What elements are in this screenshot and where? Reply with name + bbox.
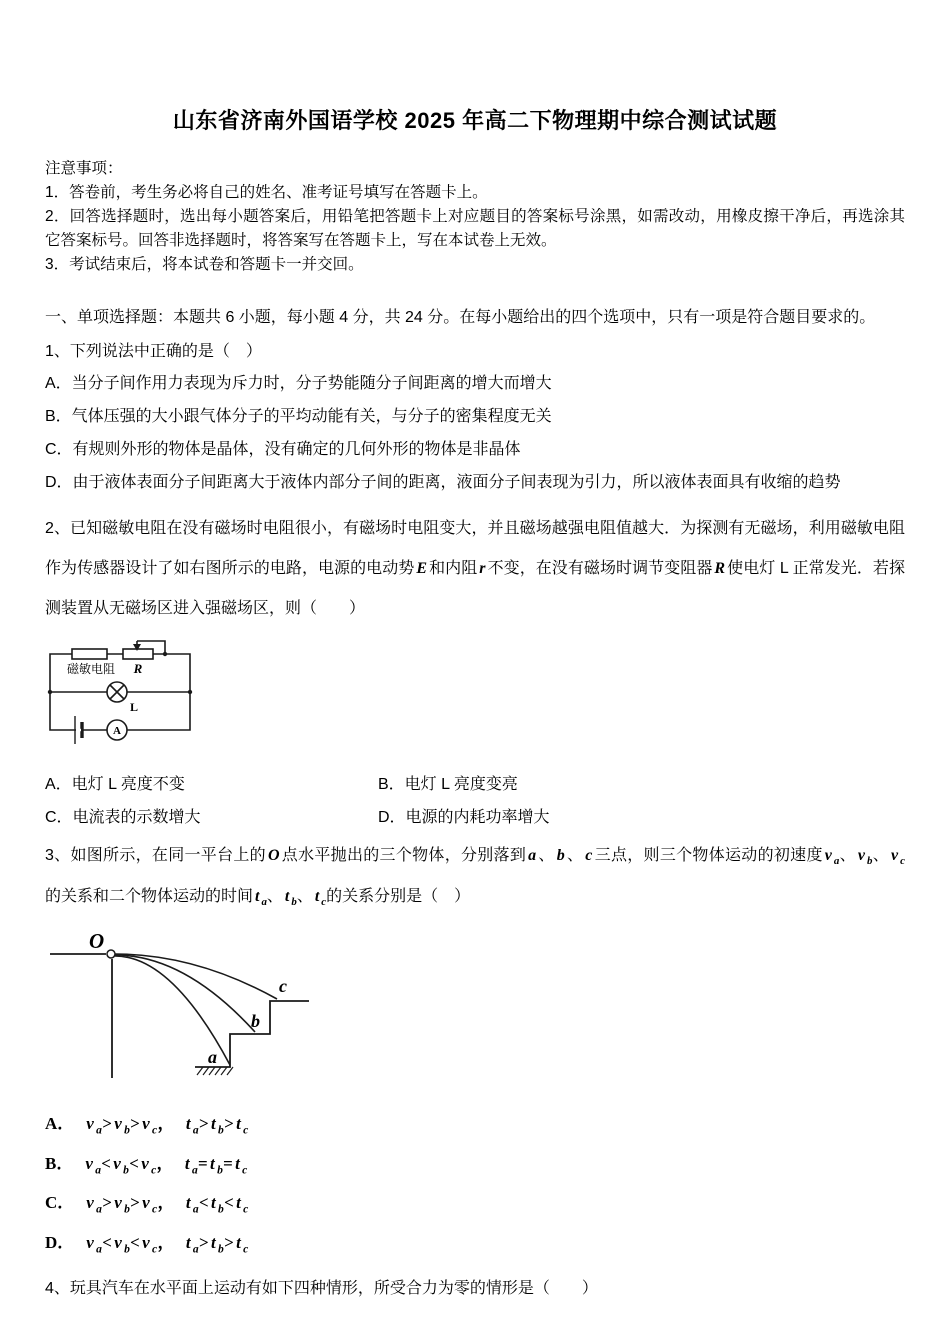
question-1-stem: 1、下列说法中正确的是（ ） bbox=[45, 343, 262, 360]
question-3-option-c bbox=[45, 1186, 905, 1225]
notice-item: 1．答卷前，考生务必将自己的姓名、准考证号填写在答题卡上。 bbox=[45, 184, 488, 201]
point-a-label: a bbox=[208, 1047, 217, 1068]
question-1 bbox=[45, 337, 905, 499]
question-2-stem: 2、已知磁敏电阻在没有磁场时电阻很小，有磁场时电阻变大，并且磁场越强电阻值越大．为探测有无磁场，利用磁敏电阻作为传感器设计了如右图所示的电路，电源的电动势 E 和内阻 r 不变，在没有磁场时调节变阻器 R 使电灯 L 正常发光．若探测装置从无磁场区进入强磁场区，则（ ） bbox=[45, 520, 905, 617]
option-formula: v $_a$> v $_b$> v $_c$， t $_a$< t $_b$< t $_c$ bbox=[86, 1193, 249, 1216]
question-3-option-a bbox=[45, 1107, 905, 1146]
question-4 bbox=[45, 1275, 905, 1298]
junction-dot bbox=[48, 690, 52, 694]
question-1-option-c: C．有规则外形的物体是晶体，没有确定的几何外形的物体是非晶体 bbox=[45, 441, 521, 458]
notice-item: 3．考试结束后，将本试卷和答题卡一并交回。 bbox=[45, 256, 364, 273]
option-formula: v $_a$< v $_b$< v $_c$， t $_a$= t $_b$= t $_c$ bbox=[85, 1153, 248, 1177]
ground-hatching bbox=[197, 1067, 233, 1075]
ammeter-label: A bbox=[113, 725, 121, 737]
question-2-options bbox=[45, 768, 725, 834]
question-3-stem: 3、如图所示，在同一平台上的 O 点水平抛出的三个物体，分别落到 a 、 b 、 c 三点，则三个物体运动的初速度 v $_a$、 v $_b$、 v $_c$的关系和二个物体运动的时间 t $_a$、 t $_b$、 t $_c$的关系分别是（ ） bbox=[45, 847, 905, 909]
magnetoresistor-label: 磁敏电阻 bbox=[66, 662, 116, 676]
point-o-label: O bbox=[89, 929, 105, 954]
page-title: 山东省济南外国语学校 2025 年高二下物理期中综合测试试题 bbox=[172, 108, 778, 133]
rheostat-label: R bbox=[133, 661, 143, 676]
trajectory-b bbox=[115, 955, 255, 1032]
question-3-option-b bbox=[45, 1147, 905, 1186]
lamp-label: L bbox=[130, 700, 139, 714]
point-c-label: c bbox=[279, 976, 287, 997]
question-2-option-b: B．电灯 L 亮度变亮 bbox=[378, 776, 518, 793]
question-2-option-d: D．电源的内耗功率增大 bbox=[378, 809, 550, 826]
point-b-label: b bbox=[251, 1011, 260, 1032]
option-letter: B． bbox=[45, 1153, 74, 1173]
question-1-option-a: A．当分子间作用力表现为斥力时，分子势能随分子间距离的增大而增大 bbox=[45, 375, 552, 392]
junction-dot bbox=[163, 652, 167, 656]
launch-point bbox=[107, 950, 115, 958]
option-letter: C． bbox=[45, 1193, 75, 1213]
option-letter: D． bbox=[45, 1232, 75, 1252]
circuit-diagram bbox=[45, 635, 215, 755]
option-formula: v $_a$> v $_b$> v $_c$， t $_a$> t $_b$> t $_c$ bbox=[86, 1114, 249, 1137]
projectile-diagram bbox=[45, 926, 345, 1094]
notice-item: 2．回答选择题时，选出每小题答案后，用铅笔把答题卡上对应题目的答案标号涂黑，如需改动，用橡皮擦干净后，再选涂其它答案标号。回答非选择题时，将答案写在答题卡上，写在本试卷上无效。 bbox=[45, 208, 905, 249]
option-letter: A． bbox=[45, 1114, 75, 1134]
notice-heading: 注意事项： bbox=[45, 160, 123, 177]
circuit-figure bbox=[45, 635, 905, 760]
question-4-stem: 4、玩具汽车在水平面上运动有如下四种情形，所受合力为零的情形是（ ） bbox=[45, 1279, 598, 1297]
question-2-option-c: C．电流表的示数增大 bbox=[45, 809, 201, 826]
question-3-option-d bbox=[45, 1226, 905, 1265]
question-2 bbox=[45, 509, 905, 834]
option-formula: v $_a$< v $_b$< v $_c$， t $_a$> t $_b$> t $_c$ bbox=[86, 1232, 249, 1255]
question-2-option-a: A．电灯 L 亮度不变 bbox=[45, 776, 185, 793]
rheostat-box bbox=[123, 649, 153, 659]
question-1-option-b: B．气体压强的大小跟气体分子的平均动能有关，与分子的密集程度无关 bbox=[45, 408, 552, 425]
section-heading: 一、单项选择题：本题共 6 小题，每小题 4 分，共 24 分。在每小题给出的四个选项中，只有一项是符合题目要求的。 bbox=[45, 309, 876, 326]
junction-dot bbox=[188, 690, 192, 694]
question-3 bbox=[45, 838, 905, 1265]
magnetoresistor-box bbox=[72, 649, 107, 659]
question-1-option-d: D．由于液体表面分子间距离大于液体内部分子间的距离，液面分子间表现为引力，所以液体表面具有收缩的趋势 bbox=[45, 474, 841, 491]
notice-block bbox=[45, 157, 905, 277]
trajectory-figure bbox=[45, 926, 905, 1099]
